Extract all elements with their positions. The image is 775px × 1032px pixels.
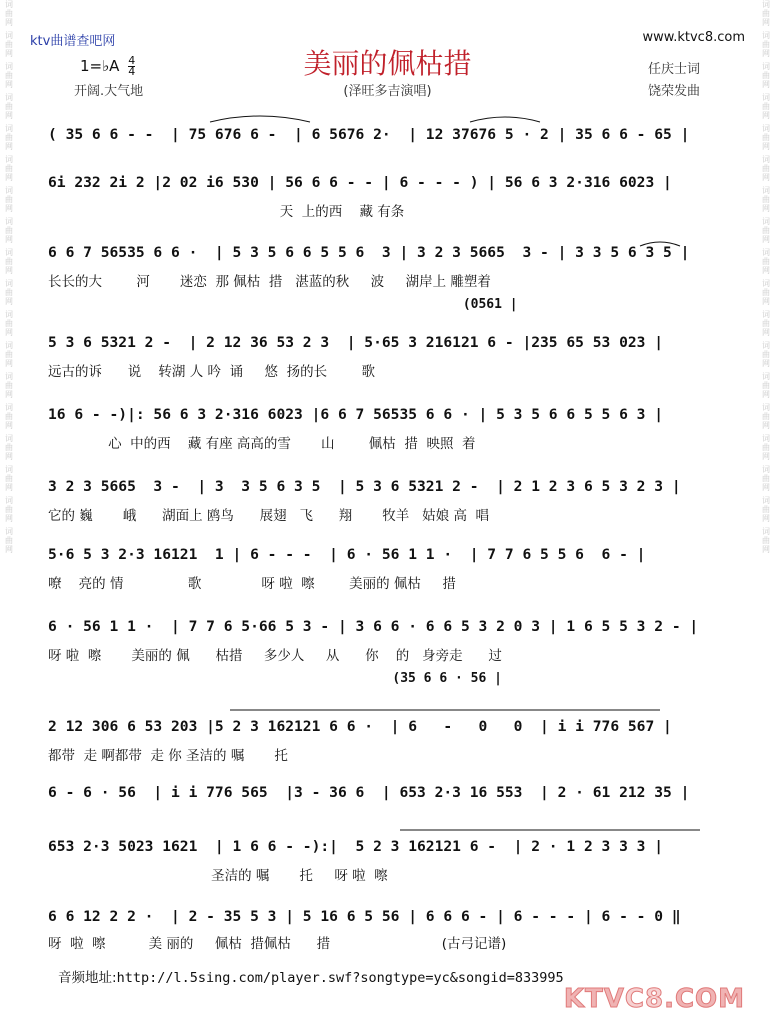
watermark-text: 词 曲 网 bbox=[5, 248, 13, 275]
watermark-text: 词 曲 网 bbox=[762, 155, 770, 182]
watermark-text: 词 曲 网 bbox=[5, 93, 13, 120]
watermark-text: 词 曲 网 bbox=[762, 248, 770, 275]
notation-line: 2 12 306 6 53 203 |5 2 3 162121 6 6 · | 6 - 0 0 | i i 776 567 | bbox=[48, 718, 672, 735]
watermark-text: 词 曲 网 bbox=[762, 434, 770, 461]
watermark-text: 词 曲 网 bbox=[762, 341, 770, 368]
lyric-line: 嘹 亮的 情 歌 呀 啦 嚓 美丽的 佩枯 措 bbox=[48, 576, 456, 592]
audio-link[interactable] bbox=[58, 966, 564, 986]
watermark-text: 词 曲 网 bbox=[5, 465, 13, 492]
notation-line: 6 6 7 56535 6 6 · | 5 3 5 6 6 5 5 6 3 | 3 2 3 5665 3 - | 3 3 5 6 3 5 | bbox=[48, 244, 690, 261]
time-sig-top: 4 bbox=[128, 54, 136, 67]
lyricist: 任庆士词 bbox=[647, 62, 700, 77]
watermark-strip-right bbox=[759, 0, 773, 1032]
watermark-text: 词 曲 网 bbox=[5, 217, 13, 244]
lyric-line: 呀 啦 嚓 美 丽的 佩枯 措佩枯 措 (古弓记谱) bbox=[48, 936, 507, 952]
lyric-line: 天 上的西 藏 有条 bbox=[48, 204, 405, 220]
notation-line: 16 6 - -)|: 56 6 3 2·316 6023 |6 6 7 56535 6 6 · | 5 3 5 6 6 5 5 6 3 | bbox=[48, 406, 664, 423]
key-label: 1=♭A bbox=[80, 57, 120, 75]
time-sig-bottom: 4 bbox=[128, 65, 136, 78]
watermark-text: 词 曲 网 bbox=[5, 310, 13, 337]
watermark-text: 词 曲 网 bbox=[5, 527, 13, 554]
notation-line: (0561 | bbox=[48, 297, 518, 312]
notation-line: 6 - 6 · 56 | i i 776 565 |3 - 36 6 | 653 2·3 16 553 | 2 · 61 212 35 | bbox=[48, 784, 690, 801]
watermark-text: 词 曲 网 bbox=[762, 0, 770, 27]
watermark-text: 词 曲 网 bbox=[762, 465, 770, 492]
lyric-line: 都带 走 啊都带 走 你 圣洁的 嘱 托 bbox=[48, 748, 288, 764]
site-logo bbox=[564, 984, 745, 1014]
notation-line: 5 3 6 5321 2 - | 2 12 36 53 2 3 | 5·65 3 216121 6 - |235 65 53 023 | bbox=[48, 334, 664, 351]
watermark-text: 词 曲 网 bbox=[5, 31, 13, 58]
notation-line: 6i 232 2i 2 |2 02 i6 530 | 56 6 6 - - | 6 - - - ) | 56 6 3 2·316 6023 | bbox=[48, 174, 672, 191]
lyric-line: 它的 巍 峨 湖面上 鸥鸟 展翅 飞 翔 牧羊 姑娘 高 唱 bbox=[48, 508, 490, 524]
watermark-text: 词 曲 网 bbox=[5, 341, 13, 368]
watermark-text: 词 曲 网 bbox=[5, 496, 13, 523]
watermark-text: 词 曲 网 bbox=[762, 310, 770, 337]
lyric-line: 圣洁的 嘱 托 呀 啦 嚓 bbox=[48, 868, 388, 884]
watermark-text: 词 曲 网 bbox=[5, 62, 13, 89]
time-signature bbox=[128, 56, 135, 77]
notation-line: 6 · 56 1 1 · | 7 7 6 5·66 5 3 - | 3 6 6 · 6 6 5 3 2 0 3 | 1 6 5 5 3 2 - | bbox=[48, 618, 699, 635]
notation-line: 6 6 12 2 2 · | 2 - 35 5 3 | 5 16 6 5 56 | 6 6 6 - | 6 - - - | 6 - - 0 ‖ bbox=[48, 908, 681, 925]
watermark-text: 词 曲 网 bbox=[762, 279, 770, 306]
lyric-line: 远古的诉 说 转湖 人 吟 诵 悠 扬的长 歌 bbox=[48, 364, 375, 380]
watermark-text: 词 曲 网 bbox=[5, 124, 13, 151]
watermark-text: 词 曲 网 bbox=[762, 527, 770, 554]
notation-line: ( 35 6 6 - - | 75 676 6 - | 6 5676 2· | 12 37676 5 · 2 | 35 6 6 - 65 | bbox=[48, 126, 690, 143]
notation-line: 653 2·3 5023 1621 | 1 6 6 - -):| 5 2 3 162121 6 - | 2 · 1 2 3 3 3 | bbox=[48, 838, 664, 855]
key-signature bbox=[80, 56, 135, 77]
watermark-text: 词 曲 网 bbox=[762, 31, 770, 58]
notation-line: 5·6 5 3 2·3 16121 1 | 6 - - - | 6 · 56 1 1 · | 7 7 6 5 5 6 6 - | bbox=[48, 546, 646, 563]
watermark-text: 词 曲 网 bbox=[762, 217, 770, 244]
watermark-text: 词 曲 网 bbox=[762, 496, 770, 523]
watermark-strip-left bbox=[2, 0, 16, 1032]
lyric-line: 心 中的西 藏 有座 高高的雪 山 佩枯 措 映照 着 bbox=[48, 436, 476, 452]
watermark-text: 词 曲 网 bbox=[5, 434, 13, 461]
watermark-text: 词 曲 网 bbox=[5, 0, 13, 27]
lyric-line: 长长的大 河 迷恋 那 佩枯 措 湛蓝的秋 波 湖岸上 雕塑着 bbox=[48, 274, 491, 290]
logo-eight: C8 bbox=[624, 984, 665, 1014]
watermark-text: 词 曲 网 bbox=[5, 372, 13, 399]
watermark-text: 词 曲 网 bbox=[5, 403, 13, 430]
site-url: www.ktvc8.com bbox=[642, 30, 745, 45]
song-subtitle: (泽旺多吉演唱) bbox=[343, 84, 432, 99]
watermark-text: 词 曲 网 bbox=[5, 186, 13, 213]
notation-line: 3 2 3 5665 3 - | 3 3 5 6 3 5 | 5 3 6 5321 2 - | 2 1 2 3 6 5 3 2 3 | bbox=[48, 478, 681, 495]
watermark-text: 词 曲 网 bbox=[5, 155, 13, 182]
watermark-text: 词 曲 网 bbox=[762, 372, 770, 399]
song-title: 美丽的佩枯措 bbox=[303, 47, 472, 80]
watermark-text: 词 曲 网 bbox=[762, 62, 770, 89]
composer: 饶荣发曲 bbox=[647, 84, 700, 99]
audio-url: http://l.5sing.com/player.swf?songtype=yc&songid=833995 bbox=[116, 970, 564, 986]
watermark-text: 词 曲 网 bbox=[762, 403, 770, 430]
logo-prefix: KTV bbox=[563, 984, 625, 1014]
audio-label: 音频地址: bbox=[58, 970, 117, 986]
notation-line: (35 6 6 · 56 | bbox=[48, 671, 502, 686]
watermark-text: 词 曲 网 bbox=[762, 93, 770, 120]
tempo-marking: 开阔.大气地 bbox=[74, 84, 144, 99]
watermark-text: 词 曲 网 bbox=[762, 124, 770, 151]
lyric-line: 呀 啦 嚓 美丽的 佩 枯措 多少人 从 你 的 身旁走 过 bbox=[48, 648, 502, 664]
site-name: ktv曲谱查吧网 bbox=[30, 34, 116, 49]
logo-suffix: .COM bbox=[664, 984, 745, 1014]
watermark-text: 词 曲 网 bbox=[762, 186, 770, 213]
watermark-text: 词 曲 网 bbox=[5, 279, 13, 306]
